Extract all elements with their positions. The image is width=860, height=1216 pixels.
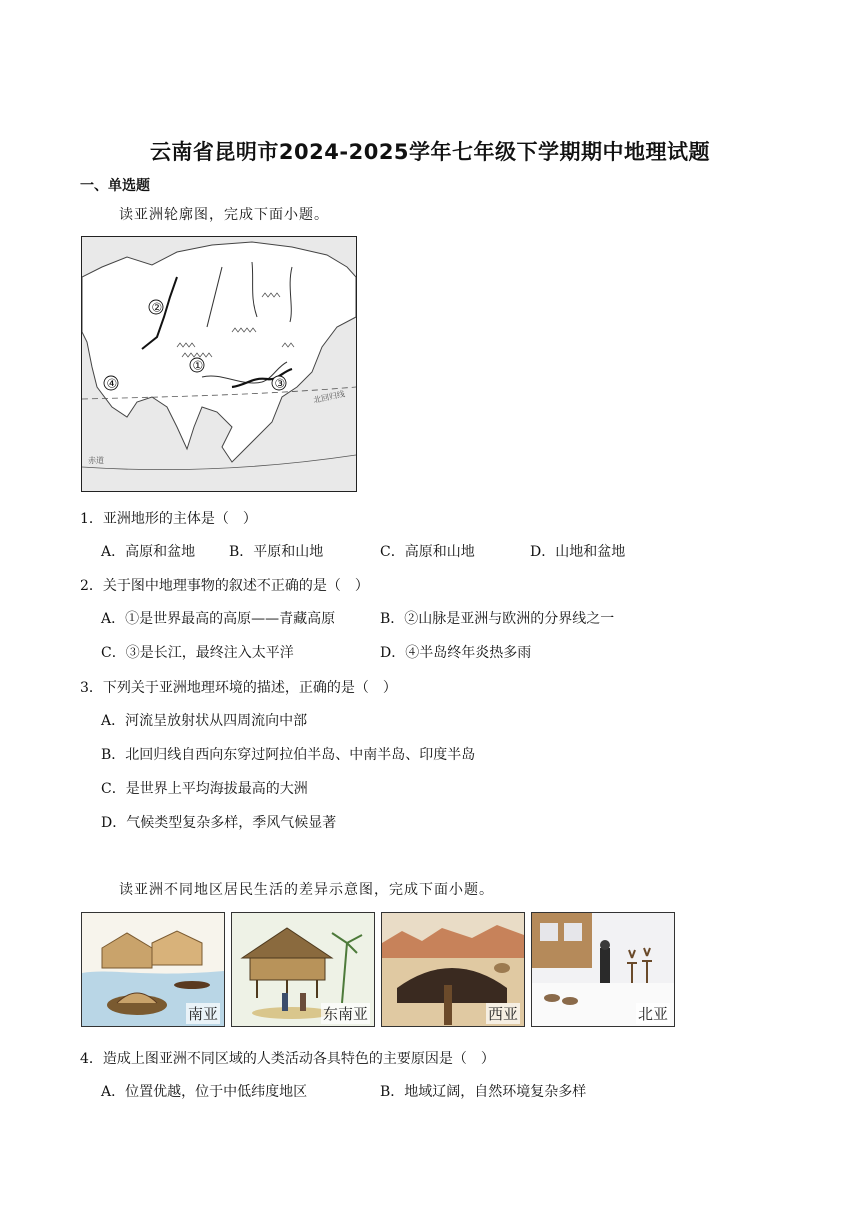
asia-outline-map <box>81 236 357 492</box>
q2-option-b: B．②山脉是亚洲与欧洲的分界线之一 <box>380 611 615 627</box>
question-4-stem: 4．造成上图亚洲不同区域的人类活动各具特色的主要原因是（ ） <box>80 1051 495 1067</box>
map-label-3: ③ <box>274 376 286 391</box>
q2-option-a: A．①是世界最高的高原——青藏高原 <box>101 611 336 627</box>
q1-option-a: A．高原和盆地 <box>101 544 196 560</box>
q3-option-d: D．气候类型复杂多样，季风气候显著 <box>101 815 337 831</box>
q3-option-b: B．北回归线自西向东穿过阿拉伯半岛、中南半岛、印度半岛 <box>101 747 476 763</box>
intro-text-2: 读亚洲不同地区居民生活的差异示意图，完成下面小题。 <box>119 882 494 898</box>
map-label-1: ① <box>192 358 204 373</box>
q1-option-d: D．山地和盆地 <box>530 544 626 560</box>
map-label-2: ② <box>151 300 163 315</box>
q3-option-c: C．是世界上平均海拔最高的大洲 <box>101 781 308 797</box>
q2-option-c: C．③是长江，最终注入太平洋 <box>101 645 294 661</box>
intro-text-1: 读亚洲轮廓图，完成下面小题。 <box>119 207 329 223</box>
photo-west-asia <box>381 912 525 1027</box>
photo-southeast-asia <box>231 912 375 1027</box>
page-title: 云南省昆明市2024-2025学年七年级下学期期中地理试题 <box>149 140 711 164</box>
section-heading: 一、单选题 <box>80 178 150 194</box>
photo-caption-north-asia: 北亚 <box>637 1005 668 1023</box>
q1-option-c: C．高原和山地 <box>380 544 475 560</box>
q3-option-a: A．河流呈放射状从四周流向中部 <box>101 713 308 729</box>
q4-option-b: B．地域辽阔，自然环境复杂多样 <box>380 1084 587 1100</box>
q4-option-a: A．位置优越，位于中低纬度地区 <box>101 1084 308 1100</box>
map-label-4: ④ <box>106 376 118 391</box>
question-2-stem: 2．关于图中地理事物的叙述不正确的是（ ） <box>80 578 369 594</box>
q1-option-b: B．平原和山地 <box>229 544 324 560</box>
photo-caption-southeast-asia: 东南亚 <box>322 1005 368 1023</box>
photo-caption-south-asia: 南亚 <box>187 1005 218 1023</box>
photo-south-asia <box>81 912 225 1027</box>
tropic-label: 北回归线 <box>312 389 346 405</box>
equator-label: 赤道 <box>88 456 104 465</box>
question-1-stem: 1．亚洲地形的主体是（ ） <box>80 511 257 527</box>
q2-option-d: D．④半岛终年炎热多雨 <box>380 645 532 661</box>
photo-caption-west-asia: 西亚 <box>487 1005 518 1023</box>
question-3-stem: 3．下列关于亚洲地理环境的描述，正确的是（ ） <box>80 680 397 696</box>
photo-north-asia <box>531 912 675 1027</box>
